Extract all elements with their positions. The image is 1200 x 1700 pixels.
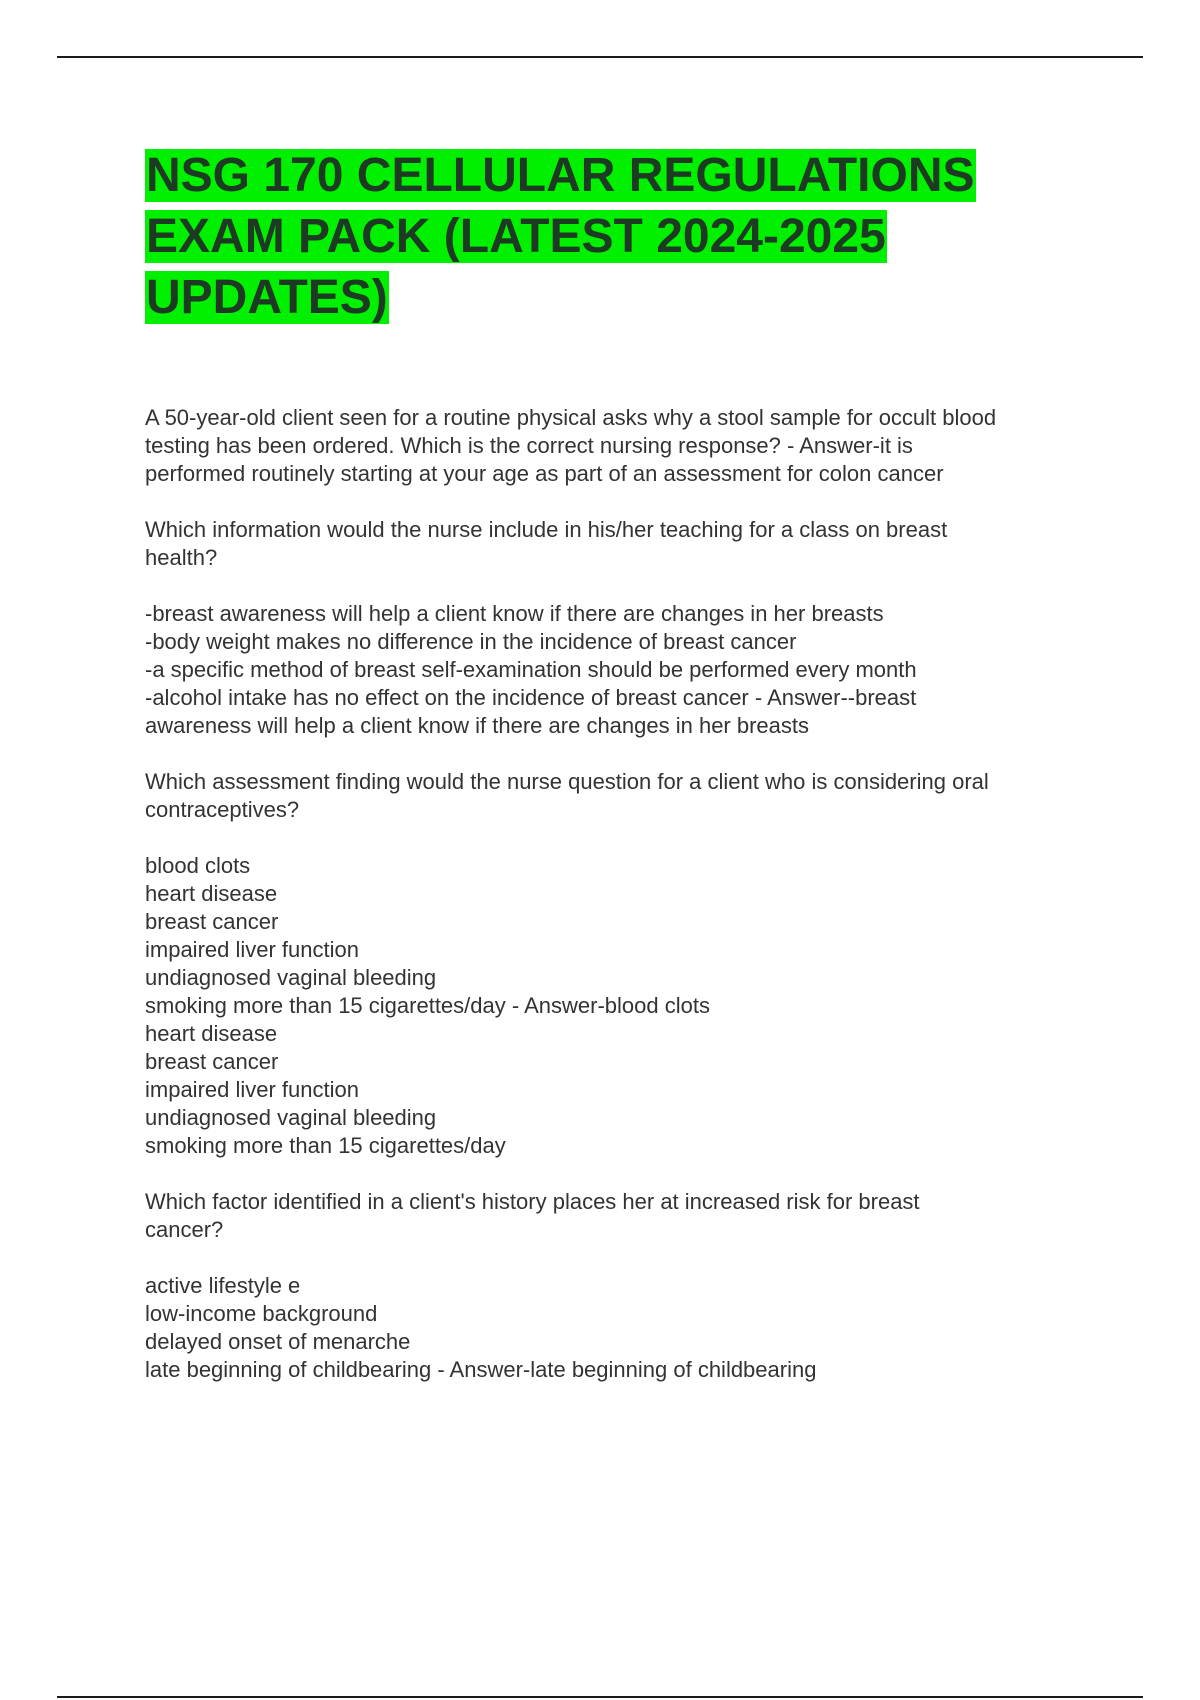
- text-line: -alcohol intake has no effect on the incidence of breast cancer - Answer--breast: [145, 685, 917, 710]
- text-line: Which factor identified in a client's history places her at increased risk for breast: [145, 1189, 920, 1214]
- text-line: blood clots: [145, 853, 251, 878]
- text-line: testing has been ordered. Which is the correct nursing response? - Answer-it is: [145, 433, 913, 458]
- text-line: impaired liver function: [145, 937, 359, 962]
- title-heading: [145, 145, 1085, 328]
- text-line: cancer?: [145, 1217, 224, 1242]
- text-line: breast cancer: [145, 1049, 279, 1074]
- text-line: smoking more than 15 cigarettes/day: [145, 1133, 506, 1158]
- document-body: [145, 404, 1085, 1412]
- text-line: heart disease: [145, 881, 278, 906]
- text-line: health?: [145, 545, 218, 570]
- text-line: A 50-year-old client seen for a routine physical asks why a stool sample for occult blood: [145, 405, 997, 430]
- title-line: UPDATES): [146, 271, 388, 324]
- text-line: late beginning of childbearing - Answer-late beginning of childbearing: [145, 1357, 817, 1382]
- text-block: [145, 516, 1085, 572]
- text-block: [145, 404, 1085, 488]
- text-line: delayed onset of menarche: [145, 1329, 411, 1354]
- title-line: EXAM PACK (LATEST 2024-2025: [146, 210, 886, 263]
- text-line: Which assessment finding would the nurse question for a client who is considering oral: [145, 769, 989, 794]
- text-line: breast cancer: [145, 909, 279, 934]
- text-line: impaired liver function: [145, 1077, 359, 1102]
- page-top-rule: [57, 56, 1143, 58]
- text-block: [145, 768, 1085, 824]
- text-line: smoking more than 15 cigarettes/day - Answer-blood clots: [145, 993, 710, 1018]
- text-block: [145, 600, 1085, 740]
- text-line: awareness will help a client know if there are changes in her breasts: [145, 713, 810, 738]
- page-bottom-rule: [57, 1696, 1143, 1698]
- text-block: [145, 1272, 1085, 1384]
- text-line: low-income background: [145, 1301, 378, 1326]
- text-line: undiagnosed vaginal bleeding: [145, 1105, 437, 1130]
- text-line: -breast awareness will help a client know if there are changes in her breasts: [145, 601, 884, 626]
- text-line: Which information would the nurse include in his/her teaching for a class on breast: [145, 517, 948, 542]
- text-line: -body weight makes no difference in the incidence of breast cancer: [145, 629, 797, 654]
- text-block: [145, 852, 1085, 1160]
- text-line: heart disease: [145, 1021, 278, 1046]
- text-line: -a specific method of breast self-examination should be performed every month: [145, 657, 917, 682]
- text-block: [145, 1188, 1085, 1244]
- document-title: [145, 145, 1085, 328]
- text-line: active lifestyle e: [145, 1273, 301, 1298]
- title-line: NSG 170 CELLULAR REGULATIONS: [146, 149, 975, 202]
- text-line: undiagnosed vaginal bleeding: [145, 965, 437, 990]
- text-line: contraceptives?: [145, 797, 300, 822]
- text-line: performed routinely starting at your age as part of an assessment for colon cancer: [145, 461, 944, 486]
